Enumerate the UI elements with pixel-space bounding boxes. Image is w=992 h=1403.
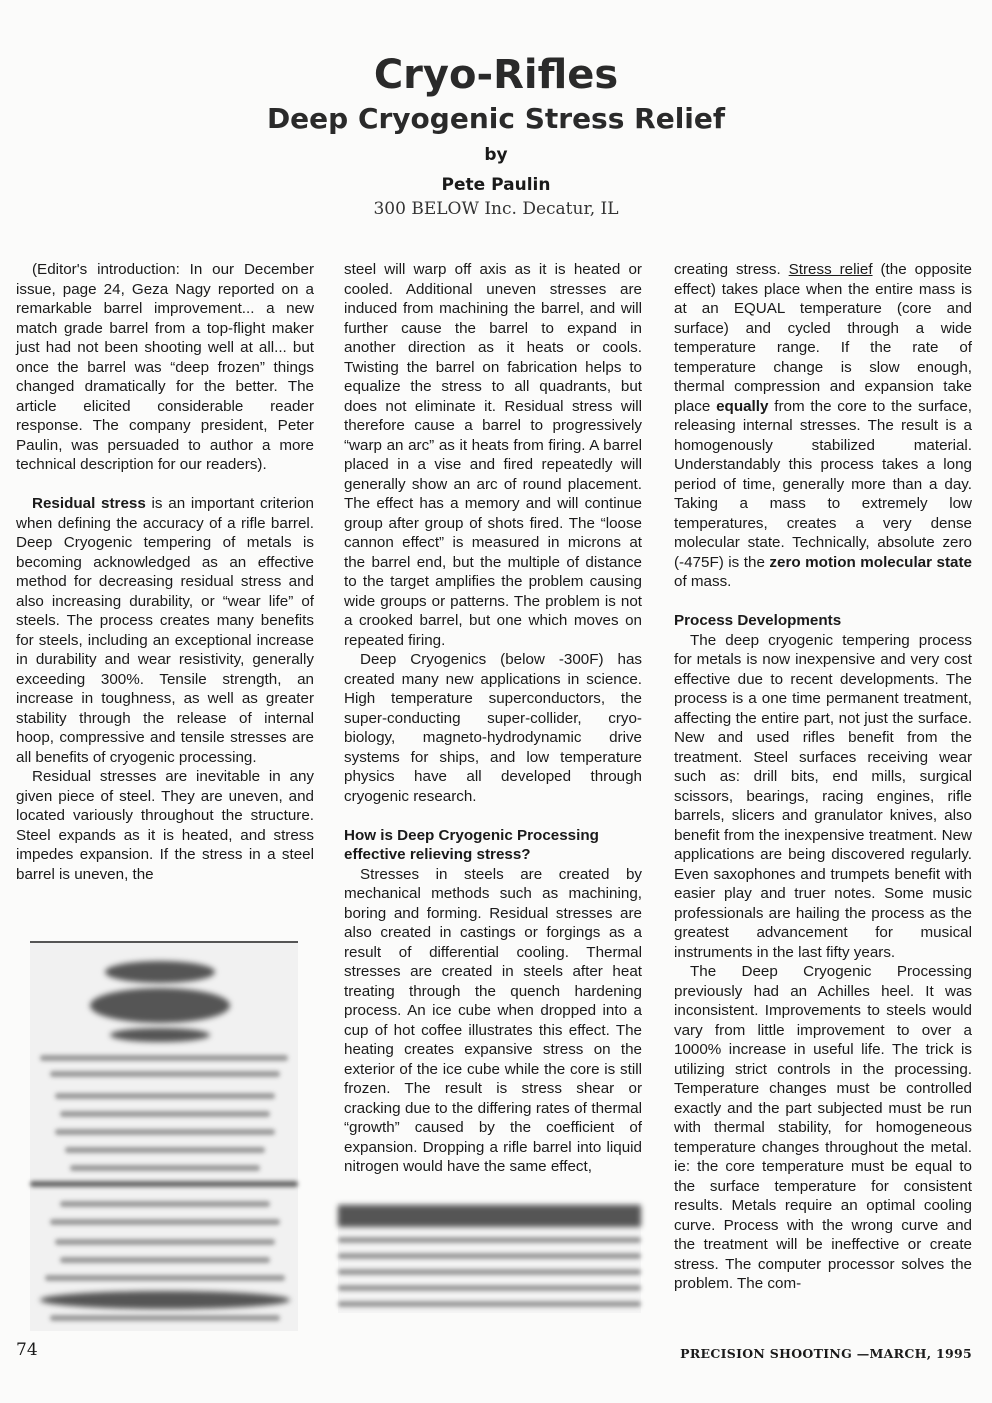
page-number: 74 <box>16 1340 38 1360</box>
blurred-figure-left <box>30 941 298 1331</box>
paragraph-text: is an important criterion when defining the accuracy of a rifle barrel. Deep Cryogenic tempering of metals is becoming acknowledged as an effective method for decreasing residual stress and also increasing durability, or “wear life” of steels. The process creates many benefits for steels, including an exceptional increase in durability and wear resistivity, generally exceeding 300%. Tensile strength, an increase in toughness, as well as greater stability through the release of internal hoop, compressive and tensile stresses are all benefits of cryogenic processing. <box>16 495 314 766</box>
author-affiliation: 300 BELOW Inc. Decatur, IL <box>373 199 619 219</box>
blurred-figure-center <box>338 1203 641 1313</box>
section-heading: Process Developments <box>674 612 842 629</box>
article-title: Cryo-Rifles <box>373 52 619 98</box>
article-header <box>0 52 992 220</box>
paragraph: Stresses in steels are created by mechanical methods such as machining, boring and forming. Residual stresses are also created in castings or forgings as a result of differential cooling. Thermal stresses are created in steels after heat treating through the quench hardening process. An ice cube when dropped into a cup of hot coffee illustrates this effect. The heating creates expansive stress on the exterior of the ice cube while the core is still frozen. The result is stress shear or cracking due to the differing rates of thermal “growth” caused by the coefficient of expansion. Dropping a rifle barrel into liquid nitrogen would have the same effect, <box>344 865 642 1175</box>
paragraph: The Deep Cryogenic Processing previously had an Achilles heel. It was inconsistent. Improvements to steels would vary from little improvement to over a 1000% increase in useful life. The trick is utilizing strict controls in the processing. Temperature changes must be controlled exactly and the part subjected must be run with thermal stability, for homogeneous temperature changes throughout the metal. ie: the core temperature must be equal to the surface temperature for consistent results. Metals require an optimal cooling curve. Process with the wrong curve and the treatment will be ineffective or create stress. The computer processor solves the problem. The com- <box>674 963 972 1292</box>
underlined-term: Stress relief <box>788 261 873 278</box>
publication-footer: PRECISION SHOOTING —MARCH, 1995 <box>680 1346 972 1361</box>
editor-intro: (Editor's introduction: In our December issue, page 24, Geza Nagy reported on a remarkable barrel improvement... a new match grade barrel from a top-flight maker just had not been shooting well at all... but once the barrel was “deep frozen” things changed dramatically for the better. The article elicited considerable reader response. The company president, Peter Paulin, was persuaded to author a more technical description for our readers). <box>16 261 314 473</box>
bold-term: equally <box>716 397 769 415</box>
bold-term: zero motion molecular state <box>769 553 973 571</box>
author-name: Pete Paulin <box>441 175 551 195</box>
column-3 <box>674 260 972 1294</box>
column-1 <box>16 260 314 884</box>
paragraph: The deep cryogenic tempering process for metals is now inexpensive and very cost effective due to recent developments. The process is a one time permanent treatment, affecting the entire part, not just the surface. New and used rifles benefit from the treatment. Steel surfaces receiving wear such as: drill bits, end mills, surgical scissors, bearings, racing engines, rifle barrels, slicers and granulator knives, also benefit from the inexpensive treatment. New applications are being discovered regularly. Even saxophones and trumpets benefit with easier play and truer notes. Some music professionals are hailing the process as the greatest advancement for musical instruments in the last fifty years. <box>674 631 972 961</box>
paragraph: creating stress. Stress relief (the opposite effect) takes place when the entire mass is at an EQUAL temperature (core and surface) and cycled through a wide temperature range. If the rate of temperature change is slow enough, thermal compression and expansion take place equally from the core to the surface, releasing internal stresses. The result is a homogenously stabilized material. Understandably this process takes a long period of time, generally more than a day. Taking a mass to extremely low temperatures, creates a very dense molecular state. Technically, absolute zero (-475F) is the zero motion molecular state of mass. <box>674 261 973 590</box>
paragraph: steel will warp off axis as it is heated or cooled. Additional uneven stresses are induced from machining the barrel, and will further cause the barrel to expand in another direction as it heats or cools. Twisting the barrel on fabrication helps to equalize the stress to all quadrants, but does not eliminate it. Residual stress will therefore cause a barrel to progressively “warp an arc” as it heats from firing. A barrel placed in a vise and fired repeatedly will generally show an arc of round placement. The effect has a memory and will continue group after group of shots fired. The “loose cannon effect” is measured in microns at the barrel end, but the multiple of distance to the target amplifies the problem causing wide groups or patterns. The problem is not a crooked barrel, but one which moves on repeated firing. <box>344 261 642 649</box>
article-subtitle: Deep Cryogenic Stress Relief <box>266 102 726 135</box>
column-2 <box>344 260 642 1177</box>
paragraph: Deep Cryogenics (below -300F) has created many new applications in science. High temperature superconductors, the super-conducting super-collider, cryo-biology, magneto-hydrodynamic drive systems for ships, and low temperature physics have all developed through cryogenic research. <box>344 651 642 805</box>
byline-by: by <box>484 145 508 165</box>
bold-term: Residual stress <box>32 495 146 512</box>
section-heading: How is Deep Cryogenic Processing effective relieving stress? <box>344 826 599 863</box>
paragraph <box>16 494 314 767</box>
paragraph: Residual stresses are inevitable in any given piece of steel. They are uneven, and located variously throughout the structure. Steel expands as it is heated, and stress impedes expansion. If the stress in a steel barrel is uneven, the <box>16 768 314 883</box>
